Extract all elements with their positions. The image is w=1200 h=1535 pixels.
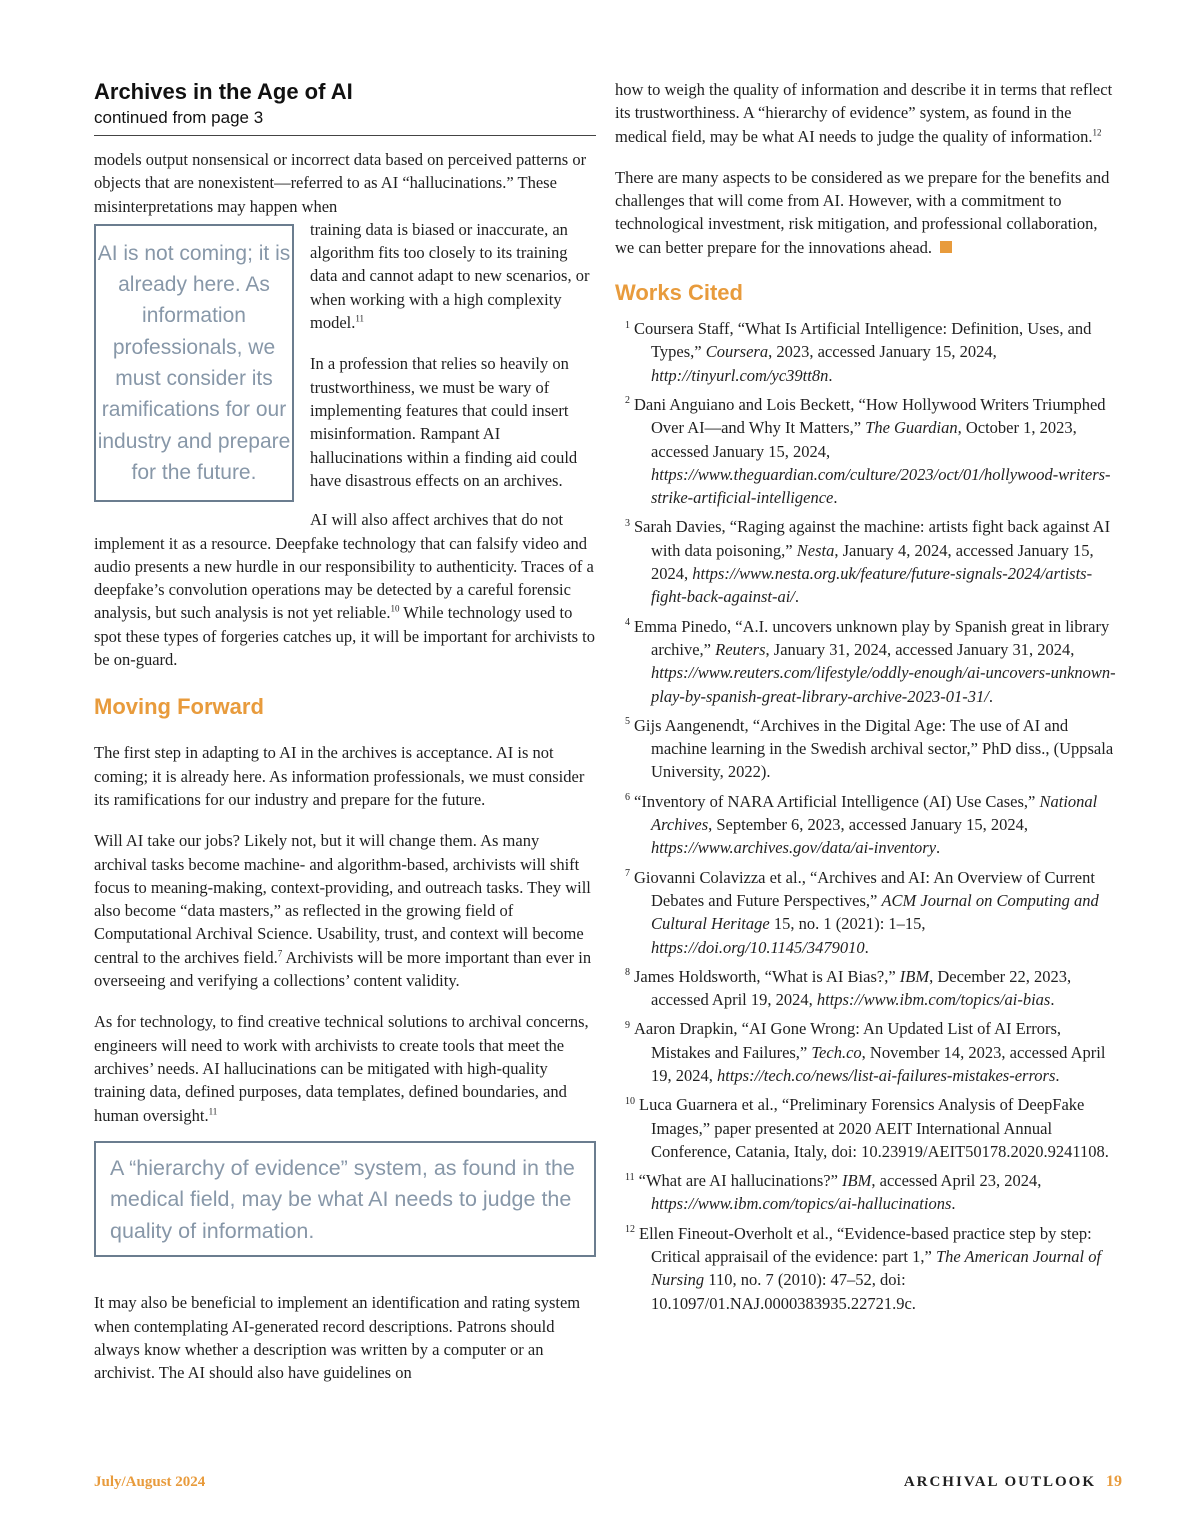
citation-text: “What are AI hallucinations?” xyxy=(638,1171,843,1191)
citation-url[interactable]: https://www.reuters.com/lifestyle/oddly-enough/ai-uncovers-unknown-play-by-spanish-great-library-archive-2023-01-31/ xyxy=(651,663,1116,706)
citation-text: . xyxy=(828,365,833,385)
paragraph: AI will also affect archives that do not implement it as a resource. Deepfake technology that can falsify video and audio presents a new hurdle in our responsibility to authenticity. Traces of a deepfake’s convolution operations may be detected by a careful forensic analysis, but such analysis is not yet reliable.$^{10}$ While technology used to spot these types of forgeries catches up, it will be important for archivists to be on-guard. xyxy=(94,510,595,670)
paragraph: The first step in adapting to AI in the archives is acceptance. AI is not coming; it is already here. As information professionals, we must consider its ramifications for our industry and prepare for the future. xyxy=(94,743,585,809)
left-column xyxy=(94,78,596,1402)
citation-text: , accessed April 23, 2024, xyxy=(871,1171,1042,1191)
pull-quote: A “hierarchy of evidence” system, as found in the medical field, may be what AI needs to judge the quality of information. xyxy=(94,1141,596,1258)
citation-number: 2 xyxy=(625,395,630,407)
works-cited-heading: Works Cited xyxy=(615,280,743,306)
citation-text: 15, no. 1 (2021): 1–15, xyxy=(769,914,926,934)
citation-text: , November 14, 2023, accessed April 19, 2024, xyxy=(651,1042,1106,1085)
citation-number: 9 xyxy=(625,1019,630,1031)
citation-source: Reuters xyxy=(715,639,766,659)
footnote-ref: 11 xyxy=(355,313,365,324)
citation-item xyxy=(615,615,1120,708)
citation-text: , 2023, accessed January 15, 2024, xyxy=(768,342,997,362)
footnote-ref: 11 xyxy=(208,1106,218,1116)
citation-text: , January 4, 2024, accessed January 15, 2024, xyxy=(651,540,1094,584)
citation-text: , September 6, 2023, accessed January 15, 2024, xyxy=(708,815,1028,835)
paragraph: models output nonsensical or incorrect data based on perceived patterns or objects that are nonexistent—referred to as AI “hallucinations.” These misinterpretations may happen when xyxy=(94,150,587,216)
paragraph: There are many aspects to be considered as we prepare for the benefits and challenges that will come from AI. However, with a commitment to technological investment, risk mitigation, and professional collaboration, we can better prepare for the innovations ahead. xyxy=(615,167,1110,257)
citation-number: 8 xyxy=(625,967,630,979)
citation-number: 12 xyxy=(625,1224,635,1236)
footnote-ref: 12 xyxy=(1092,127,1102,138)
pull-quote: AI is not coming; it is already here. As information professionals, we must consider its ramifications for our industry and prepare for the future. xyxy=(94,224,294,502)
citation-text: Coursera Staff, “What Is Artificial Intelligence: Definition, Uses, and Types,” xyxy=(634,319,1092,362)
citation-number: 6 xyxy=(625,792,630,804)
footnote-ref: 7 xyxy=(277,948,283,959)
citation-item xyxy=(615,1169,1120,1216)
citation-item xyxy=(615,515,1120,608)
citation-text: James Holdsworth, “What is AI Bias?,” xyxy=(634,966,900,986)
citation-source: The American Journal of Nursing xyxy=(651,1247,1102,1290)
citation-text: Luca Guarnera et al., “Preliminary Forensics Analysis of DeepFake Images,” paper presented at 2020 AEIT International Annual Conference, Catania, Italy, doi: 10.23919/AEIT50178.2020.9241108. xyxy=(639,1095,1109,1161)
citation-item xyxy=(615,714,1120,784)
citation-text: . xyxy=(1055,1065,1060,1085)
citation-source: IBM xyxy=(899,966,930,986)
article-title: Archives in the Age of AI xyxy=(94,79,353,104)
citation-item xyxy=(615,393,1120,509)
citation-url[interactable]: https://tech.co/news/list-ai-failures-mistakes-errors xyxy=(717,1065,1056,1085)
footer-publication xyxy=(904,1473,1122,1491)
citation-text: . xyxy=(988,686,993,706)
citation-item xyxy=(615,1222,1120,1315)
citation-source: The Guardian xyxy=(865,418,958,438)
citation-number: 5 xyxy=(625,716,630,728)
paragraph: training data is biased or inaccurate, an algorithm fits too closely to its training data and cannot adapt to new scenarios, or when working with a high complexity model.$^{11}$ xyxy=(310,219,590,333)
citation-number: 4 xyxy=(625,617,630,629)
citation-item xyxy=(615,317,1120,387)
issue-date: July/August 2024 xyxy=(94,1474,206,1490)
citation-number: 3 xyxy=(625,517,630,529)
citation-list xyxy=(615,317,1120,1315)
citation-url[interactable]: https://www.ibm.com/topics/ai-bias xyxy=(816,990,1051,1010)
citation-text: Emma Pinedo, “A.I. uncovers unknown play by Spanish great in library archive,” xyxy=(634,616,1110,659)
citation-text: 110, no. 7 (2010): 47–52, doi: 10.1097/01.NAJ.0000383935.22721.9c. xyxy=(651,1270,916,1313)
citation-number: 10 xyxy=(625,1095,635,1107)
citation-source: IBM xyxy=(842,1171,872,1191)
citation-item xyxy=(615,1093,1120,1163)
citation-text: . xyxy=(951,1194,956,1214)
citation-url[interactable]: https://www.ibm.com/topics/ai-hallucinations xyxy=(651,1194,952,1214)
citation-text: , December 22, 2023, accessed April 19, 2024, xyxy=(651,966,1072,1010)
citation-item xyxy=(615,1017,1120,1087)
citation-text: Ellen Fineout-Overholt et al., “Evidence-based practice step by step: Critical appraisail of the evidence: part 1,” xyxy=(639,1223,1092,1267)
publication-name: ARCHIVAL OUTLOOK xyxy=(903,1474,1096,1490)
citation-item xyxy=(615,965,1120,1012)
citation-text: . xyxy=(833,488,838,508)
article-continued-note: continued from page 3 xyxy=(94,108,264,127)
paragraph: It may also be beneficial to implement an identification and rating system when contemplating AI-generated record descriptions. Patrons should always know whether a description was written by a computer or an archivist. The AI should also have guidelines on xyxy=(94,1293,581,1383)
paragraph: As for technology, to find creative technical solutions to archival concerns, engineers will need to work with archivists to create tools that meet the archives’ needs. AI hallucinations can be mitigated with high-quality training data, defined purposes, data templates, defined boundaries, and human oversight.$^{11}$ xyxy=(94,1012,589,1125)
section-heading: Moving Forward xyxy=(94,694,264,720)
paragraph: how to weigh the quality of information and describe it in terms that reflect its trustworthiness. A “hierarchy of evidence” system, as found in the medical field, may be what AI needs to judge the quality of information.$^{12}$ xyxy=(615,80,1113,146)
citation-text: , January 31, 2024, accessed January 31, 2024, xyxy=(765,639,1075,659)
citation-text: . xyxy=(936,838,941,858)
citation-text: Dani Anguiano and Lois Beckett, “How Hollywood Writers Triumphed Over AI—and Why It Matters,” xyxy=(634,394,1106,438)
paragraph: In a profession that relies so heavily on trustworthiness, we must be wary of implementing features that could insert misinformation. Rampant AI hallucinations within a finding aid could have disastrous effects on an archives. xyxy=(310,354,578,490)
citation-text: “Inventory of NARA Artificial Intelligence (AI) Use Cases,” xyxy=(634,791,1040,811)
header-divider xyxy=(94,135,596,136)
citation-url[interactable]: https://www.archives.gov/data/ai-inventory xyxy=(651,838,937,858)
footnote-ref: 10 xyxy=(390,603,400,614)
citation-url[interactable]: https://www.nesta.org.uk/feature/future-signals-2024/artists-fight-back-against-ai/ xyxy=(651,564,1093,607)
citation-source: ACM Journal on Computing and Cultural Heritage xyxy=(651,890,1099,934)
citation-text: . xyxy=(864,937,869,957)
citation-text: Aaron Drapkin, “AI Gone Wrong: An Updated List of AI Errors, Mistakes and Failures,” xyxy=(634,1019,1062,1062)
right-column xyxy=(615,78,1120,1321)
citation-source: National Archives xyxy=(651,791,1098,835)
citation-number: 1 xyxy=(625,319,630,331)
citation-source: Tech.co xyxy=(811,1042,862,1062)
citation-source: Coursera xyxy=(705,342,769,362)
citation-text: , October 1, 2023, accessed January 15, 2024, xyxy=(651,418,1077,461)
end-mark-icon xyxy=(940,241,952,253)
paragraph: Will AI take our jobs? Likely not, but it will change them. As many archival tasks become machine- and algorithm-based, archivists will shift focus to meaning-making, context-providing, and outreach tasks. They will also become “data masters,” as reflected in the growing field of Computational Archival Science. Usability, trust, and context will become central to the archives field.$^7$ Archivists will be more important than ever in overseeing and verifying a collections’ content validity. xyxy=(94,831,592,991)
citation-text: Gijs Aangenendt, “Archives in the Digital Age: The use of AI and machine learning in the Swedish archival sector,” PhD diss., (Uppsala University, 2022). xyxy=(634,715,1114,782)
citation-number: 11 xyxy=(625,1171,635,1183)
citation-url[interactable]: http://tinyurl.com/yc39tt8n xyxy=(651,365,829,385)
citation-text: Sarah Davies, “Raging against the machine: artists fight back against AI with data poisoning,” xyxy=(634,517,1111,560)
citation-text: . xyxy=(794,587,800,607)
citation-text: . xyxy=(1050,990,1055,1010)
citation-source: Nesta xyxy=(796,540,835,560)
citation-item xyxy=(615,866,1120,959)
citation-url[interactable]: https://www.theguardian.com/culture/2023/oct/01/hollywood-writers-strike-artificial-intelligence xyxy=(651,464,1111,508)
citation-number: 7 xyxy=(625,868,630,880)
citation-url[interactable]: https://doi.org/10.1145/3479010 xyxy=(651,937,865,957)
page-number: 19 xyxy=(1106,1473,1122,1490)
citation-item xyxy=(615,790,1120,860)
citation-text: Giovanni Colavizza et al., “Archives and AI: An Overview of Current Debates and Future Perspectives,” xyxy=(634,867,1095,910)
